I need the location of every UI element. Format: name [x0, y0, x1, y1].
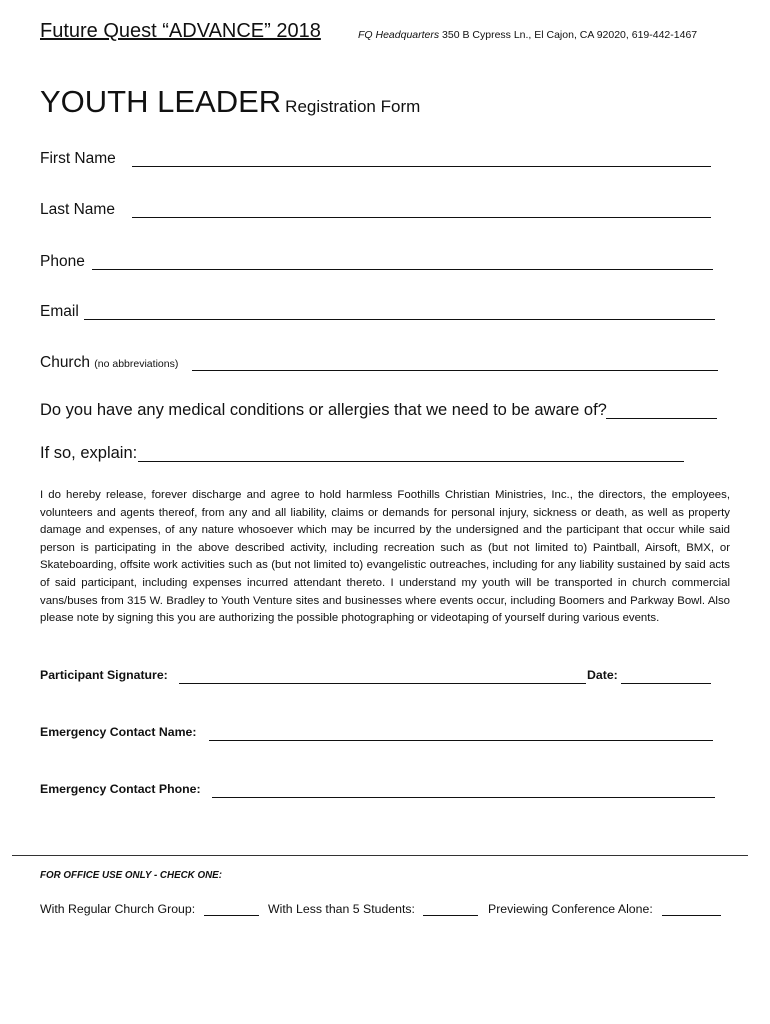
option-regular-group-label: With Regular Church Group:	[40, 902, 196, 916]
last-name-label: Last Name	[40, 201, 115, 218]
emergency-name-label: Emergency Contact Name:	[40, 725, 197, 739]
explain-label: If so, explain:	[40, 444, 138, 462]
phone-field[interactable]	[92, 269, 713, 270]
option-previewing-label: Previewing Conference Alone:	[488, 902, 653, 916]
hq-address-text: 350 B Cypress Ln., El Cajon, CA 92020, 619-442-1467	[439, 29, 698, 41]
church-field[interactable]	[192, 370, 718, 371]
email-field[interactable]	[84, 319, 715, 320]
participant-signature-label: Participant Signature:	[40, 668, 168, 682]
liability-release-text: I do hereby release, forever discharge and agree to hold harmless Foothills Christian Ministries, Inc., the directors, the employees, volunteers and agents thereof, from any and all liability, claims or demands for personal injury, sickness or death, as well as property damage and expenses, of any nature whosoever which may be incurred by the undersigned and the participant that occur while said person is participating in the above described activity, including recreation such as (but not limited to) Paintball, Airsoft, BMX, or Skateboarding, offsite work activities such as (but not limited to) evangelistic outreaches, including for any liability sustained by said acts of said participant, including expenses incurred attendant thereto. I understand my youth will be transported in church commercial vans/buses from 315 W. Bradley to Youth Venture sites and businesses where events occur, including Boomers and Parkway Bowl. Also please note by signing this you are authorizing the possible photographing or videotaping of yourself during various events.	[40, 489, 730, 625]
form-title-sub: Registration Form	[285, 97, 421, 116]
form-title	[40, 84, 420, 120]
medical-question: Do you have any medical conditions or allergies that we need to be aware of?	[40, 401, 607, 419]
option-previewing-check[interactable]	[662, 915, 721, 916]
explain-field[interactable]	[138, 461, 684, 462]
office-use-heading: FOR OFFICE USE ONLY - CHECK ONE:	[40, 870, 222, 881]
last-name-field[interactable]	[132, 217, 711, 218]
date-field[interactable]	[621, 683, 711, 684]
church-note: (no abbreviations)	[94, 358, 179, 370]
email-label: Email	[40, 303, 79, 320]
emergency-name-field[interactable]	[209, 740, 713, 741]
date-label: Date:	[587, 668, 618, 682]
medical-answer-field[interactable]	[606, 418, 717, 419]
emergency-phone-label: Emergency Contact Phone:	[40, 782, 201, 796]
participant-signature-field[interactable]	[179, 683, 586, 684]
option-less-than-5-label: With Less than 5 Students:	[268, 902, 415, 916]
option-regular-group-check[interactable]	[204, 915, 259, 916]
headquarters-address	[358, 29, 697, 41]
phone-label: Phone	[40, 253, 85, 270]
hq-label: FQ Headquarters	[358, 29, 440, 41]
church-label	[40, 354, 178, 372]
form-title-main: YOUTH LEADER	[40, 84, 282, 119]
office-divider	[12, 855, 748, 856]
emergency-phone-field[interactable]	[212, 797, 715, 798]
option-less-than-5-check[interactable]	[423, 915, 478, 916]
church-label-text: Church	[40, 354, 90, 371]
first-name-label: First Name	[40, 150, 116, 167]
event-title: Future Quest “ADVANCE” 2018	[40, 20, 321, 42]
first-name-field[interactable]	[132, 166, 711, 167]
